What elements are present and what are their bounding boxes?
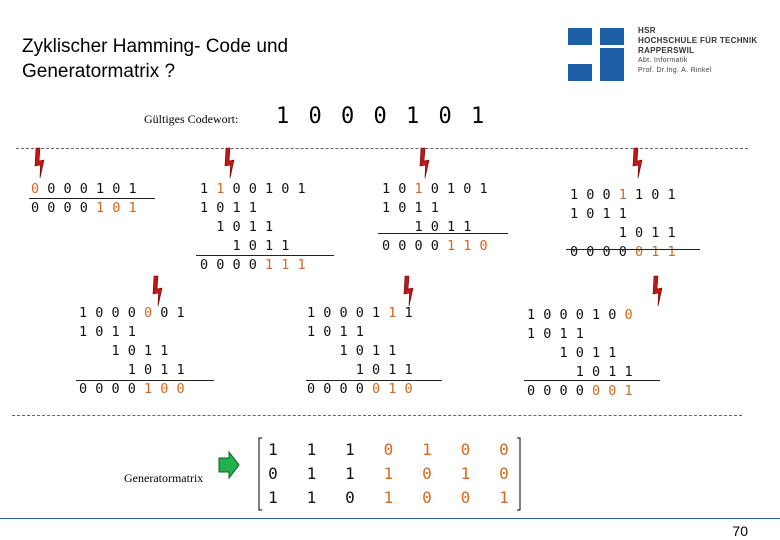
highlighted-bits: 1 [618,187,627,203]
bits: 1 0 0 [570,187,619,203]
codeword-value: 1 0 0 0 1 0 1 [276,104,488,129]
division-row [200,256,306,275]
highlighted-bits: 0 [624,307,633,323]
bits: 1 0 1 1 [382,200,439,216]
bits: 1 0 0 0 [79,305,145,321]
division-row [31,199,137,218]
generator-matrix [258,436,522,512]
marker-bolt-icon [420,148,429,178]
bits: 1 0 1 1 [79,343,169,359]
highlighted-bits: 0 [144,305,153,321]
division-row [79,304,185,323]
division-row [307,342,413,361]
division-row [200,180,306,199]
bits: 1 0 1 1 [79,362,185,378]
bits: 1 0 [382,181,415,197]
bits: 1 0 1 1 [527,326,584,342]
division-row [570,224,676,243]
bits: 0 0 0 0 [382,238,448,254]
division-row [382,237,488,256]
division-row [382,180,488,199]
page-number: 70 [732,523,748,539]
logo-line-1: HSR [638,26,656,35]
division-row [79,361,185,380]
matrix-cell: 0 [422,464,432,483]
highlighted-bits: 0 [31,181,40,197]
logo-line-4: Abt. Informatik [638,57,688,64]
bits: 1 0 1 1 [79,324,136,340]
division-row [200,199,306,218]
bits: 1 0 1 1 [307,362,413,378]
matrix-cell: 1 [383,488,394,507]
logo-line-5: Prof. Dr.Ing. A. Rinkel [638,67,712,74]
matrix-cell: 1 [345,464,355,483]
highlighted-bits: 0 1 1 [635,244,676,260]
result-line-2 [196,255,334,256]
bits: 1 0 1 1 [307,343,397,359]
bits: 1 [396,305,413,321]
matrix-cell: 1 [345,440,355,459]
matrix-cell: 1 [422,440,432,459]
bits: 0 0 0 1 0 1 [39,181,137,197]
matrix-cell: 0 [460,440,471,459]
division-row [200,237,306,256]
bits: 0 0 0 0 [307,381,373,397]
division-row [307,323,413,342]
result-line-6 [306,380,442,381]
highlighted-bits: 1 0 1 [96,200,137,216]
division-row [79,342,185,361]
matrix-cell: 0 [499,464,509,483]
bits: 1 0 0 0 1 [307,305,389,321]
highlighted-bits: 0 1 0 [372,381,413,397]
bits: 0 0 0 0 [79,381,145,397]
bits: 1 0 1 1 [382,219,472,235]
codeword-label: Gültiges Codewort: [144,112,239,126]
matrix-cell: 1 [268,488,278,507]
bits: 0 1 0 1 [422,181,488,197]
marker-bolt-icon [153,276,162,306]
division-block-2 [200,180,306,275]
bits: 1 0 0 0 1 0 [527,307,625,323]
matrix-cell: 0 [422,488,432,507]
logo-line-3: RAPPERSWIL [638,46,695,55]
division-row [570,186,676,205]
title-line-2: Generatormatrix ? [22,61,176,82]
matrix-cell: 1 [460,464,471,483]
bits: 1 0 1 1 [570,206,627,222]
matrix-cell: 1 [306,488,317,507]
division-row [382,218,488,237]
bits: 0 0 1 0 1 [224,181,306,197]
division-block-1 [31,180,137,218]
bits: 0 0 0 0 [527,383,593,399]
bits: 0 0 0 0 [570,244,636,260]
division-row [307,304,413,323]
bits: 1 [200,181,217,197]
bits: 1 0 1 1 [200,238,290,254]
division-row [31,180,137,199]
title-line-1: Zyklischer Hamming- Code und [22,36,289,57]
marker-bolt-icon [633,148,642,178]
matrix-cell: 1 [306,440,317,459]
matrix-cell: 1 [499,488,509,507]
matrix-cell: 0 [345,488,355,507]
matrix-cell: 1 [306,464,317,483]
division-row [307,380,413,399]
marker-bolt-icon [653,276,662,306]
division-row [307,361,413,380]
bits: 1 0 1 1 [570,225,676,241]
marker-bolt-icon [35,148,44,178]
matrix-cell: 0 [383,440,394,459]
division-row [527,325,633,344]
division-row [570,205,676,224]
division-block-5 [79,304,185,399]
division-row [79,323,185,342]
division-row [570,243,676,262]
matrix-cell: 1 [383,464,394,483]
division-block-3 [382,180,488,256]
result-line-3 [378,233,508,234]
bits: 1 0 1 1 [307,324,364,340]
division-row [527,306,633,325]
division-row [527,344,633,363]
matrix-cell: 0 [268,464,278,483]
division-block-6 [307,304,413,399]
bits: 1 0 1 1 [200,200,257,216]
matrix-cell: 1 [268,440,278,459]
highlighted-bits: 1 1 1 [265,257,306,273]
division-row [200,218,306,237]
highlighted-bits: 1 [388,305,397,321]
highlighted-bits: 1 1 0 [447,238,488,254]
arrow-right-icon [218,450,240,480]
marker-bolt-icon [225,148,234,178]
marker-bolt-icon [404,276,413,306]
footer-rule [0,518,780,519]
result-line-5 [76,380,214,381]
highlighted-bits: 1 [216,181,225,197]
matrix-cell: 0 [460,488,471,507]
result-line-7 [524,380,660,381]
generator-label: Generatormatrix [124,471,204,485]
division-row [382,199,488,218]
division-row [79,380,185,399]
bits: 1 0 1 [626,187,676,203]
division-block-4 [570,186,676,262]
highlighted-bits: 0 0 1 [592,383,633,399]
result-line-4 [566,249,700,250]
bits: 0 0 0 0 [31,200,97,216]
bits: 1 0 1 1 [527,345,617,361]
bits: 0 0 0 0 [200,257,266,273]
bits: 0 1 [152,305,185,321]
logo-line-2: HOCHSCHULE FÜR TECHNIK [638,36,758,45]
division-row [527,382,633,401]
division-block-7 [527,306,633,401]
result-line-1 [29,198,155,199]
highlighted-bits: 1 0 0 [144,381,185,397]
matrix-cell: 0 [499,440,509,459]
bits: 1 0 1 1 [527,364,633,380]
bits: 1 0 1 1 [200,219,274,235]
highlighted-bits: 1 [414,181,423,197]
